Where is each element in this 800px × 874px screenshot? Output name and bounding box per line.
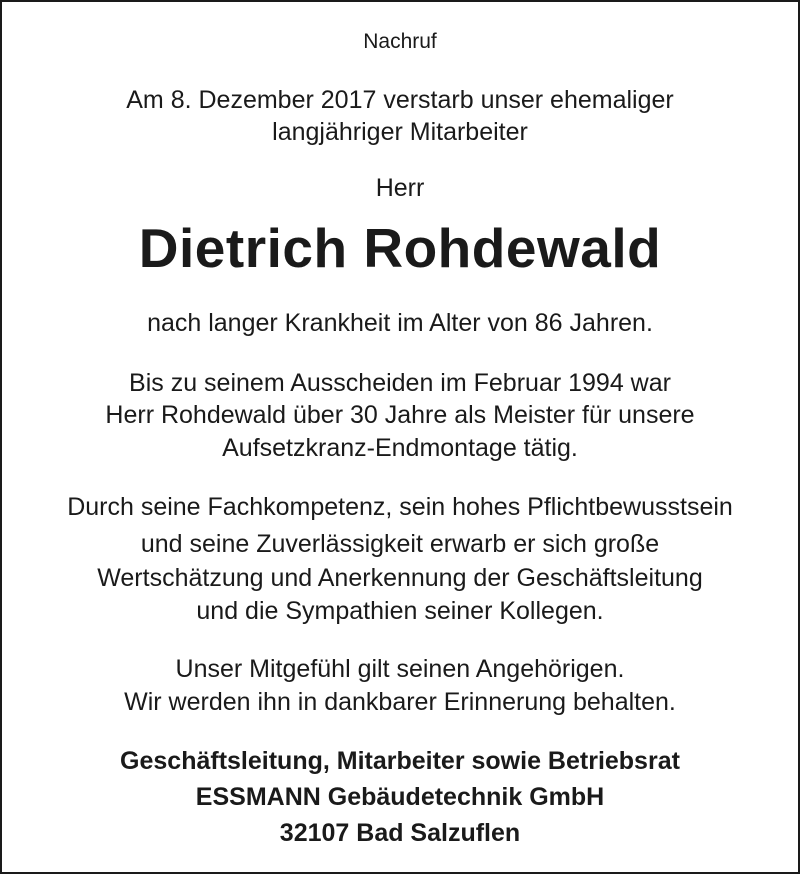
signature-line-1: Geschäftsleitung, Mitarbeiter sowie Betriebsrat bbox=[120, 747, 680, 775]
condolence-line-1: Unser Mitgefühl gilt seinen Angehörigen. bbox=[175, 655, 625, 683]
tribute-line-1: Durch seine Fachkompetenz, sein hohes Pflichtbewusstsein bbox=[67, 493, 733, 521]
career-line-2: Herr Rohdewald über 30 Jahre als Meister für unsere bbox=[105, 401, 695, 429]
company-name: ESSMANN Gebäudetechnik GmbH bbox=[195, 783, 605, 811]
career-line-1: Bis zu seinem Ausscheiden im Februar 1994 war bbox=[129, 369, 671, 397]
tribute-line-3: Wertschätzung und Anerkennung der Geschäftsleitung bbox=[97, 564, 703, 592]
intro-line-2: langjähriger Mitarbeiter bbox=[272, 118, 528, 146]
salutation: Herr bbox=[375, 174, 425, 202]
career-line-3: Aufsetzkranz-Endmontage tätig. bbox=[222, 434, 578, 462]
notice-heading: Nachruf bbox=[363, 30, 437, 53]
intro-line-1: Am 8. Dezember 2017 verstarb unser ehemaliger bbox=[126, 86, 674, 114]
deceased-name: Dietrich Rohdewald bbox=[138, 217, 662, 279]
company-location: 32107 Bad Salzuflen bbox=[279, 819, 521, 847]
condolence-line-2: Wir werden ihn in dankbarer Erinnerung behalten. bbox=[124, 688, 676, 716]
tribute-line-4: und die Sympathien seiner Kollegen. bbox=[196, 597, 604, 625]
tribute-line-2: und seine Zuverlässigkeit erwarb er sich große bbox=[140, 530, 660, 558]
age-line: nach langer Krankheit im Alter von 86 Jahren. bbox=[147, 309, 653, 337]
